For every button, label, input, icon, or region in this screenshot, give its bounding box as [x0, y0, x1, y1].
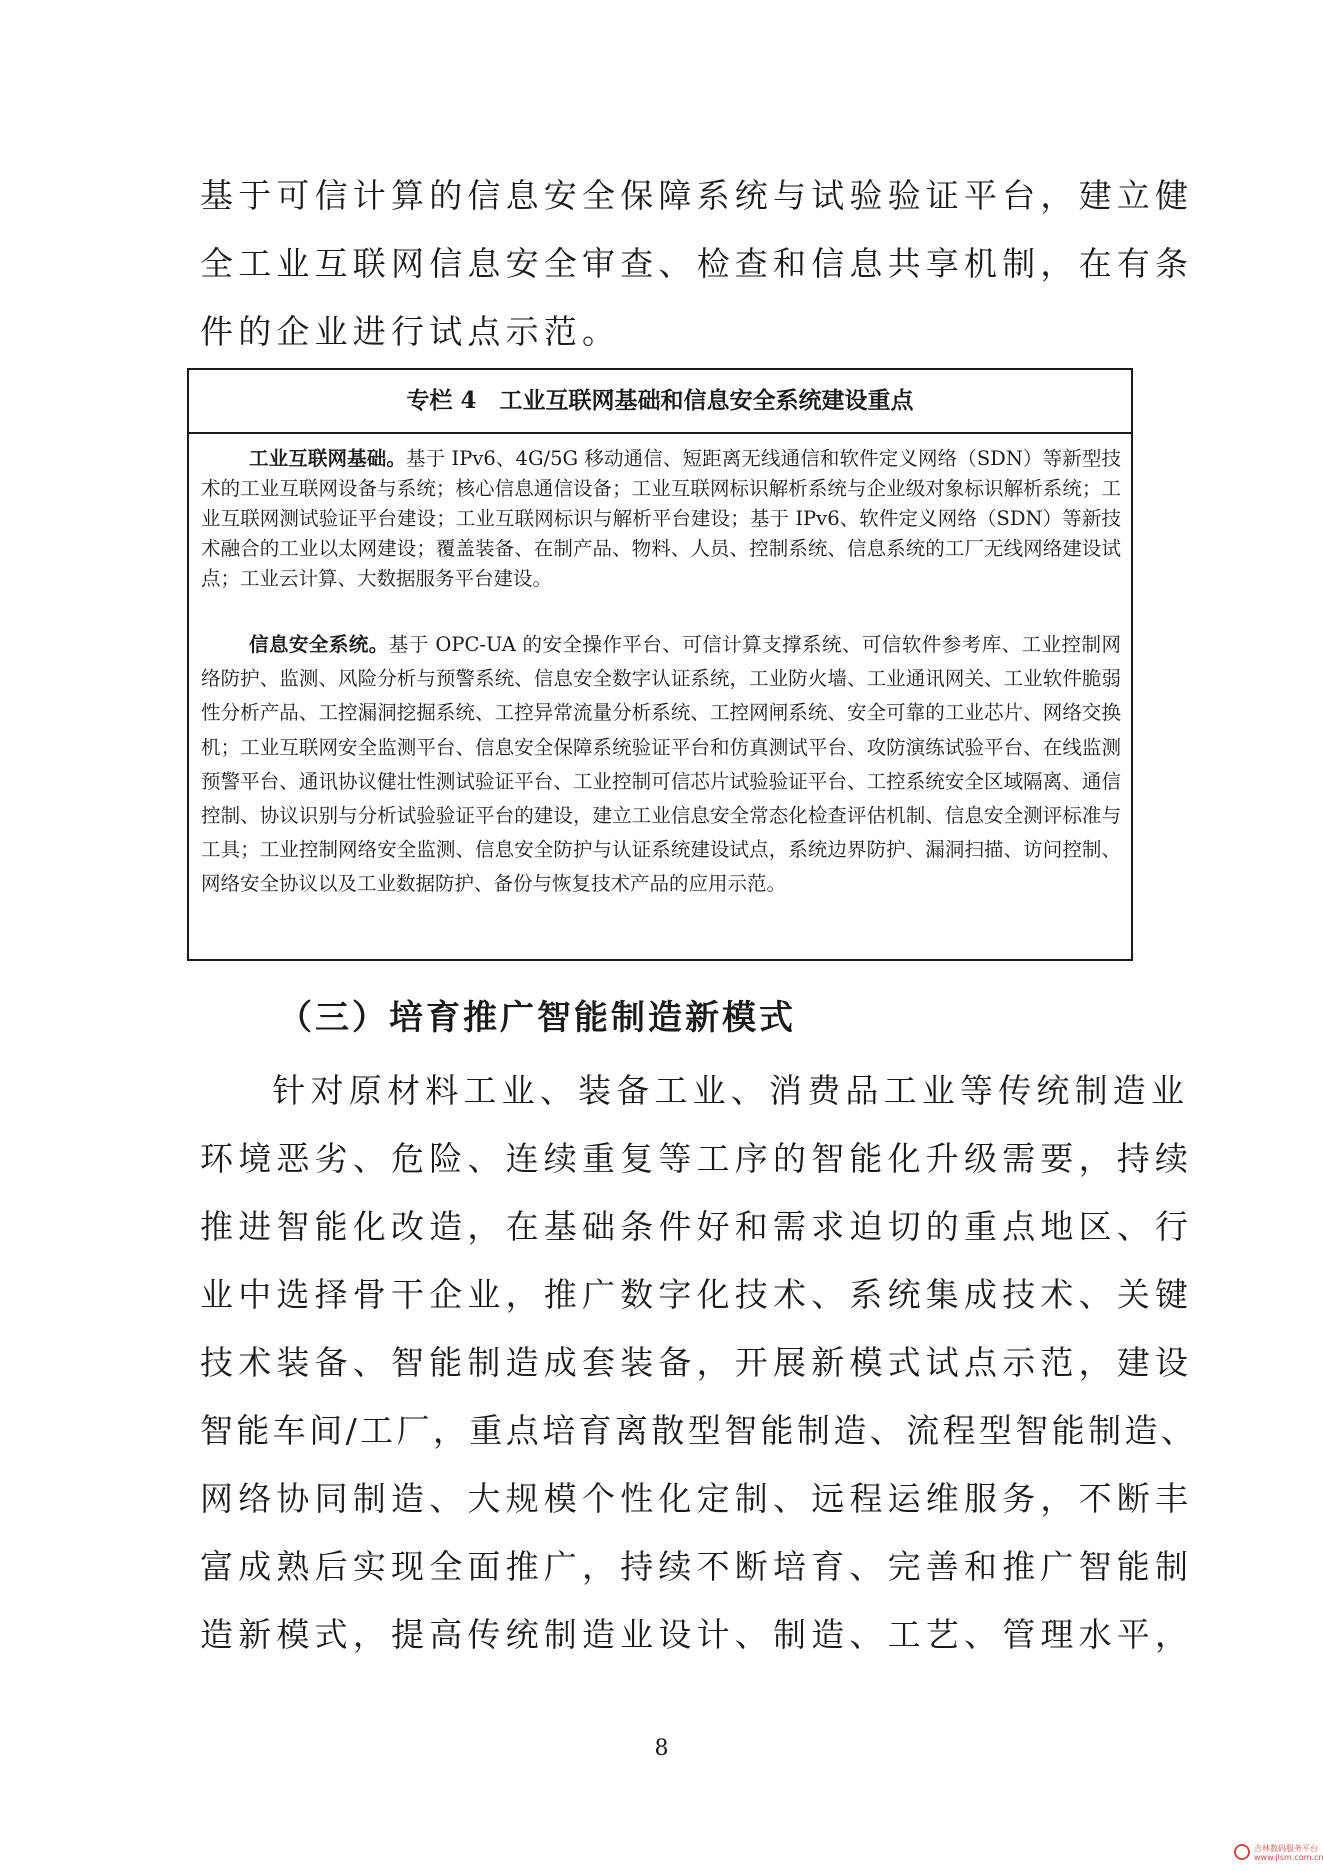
body-line-1: 针对原材料工业、装备工业、消费品工业等传统制造业 [196, 1071, 1190, 1110]
column-title: 专栏 4 工业互联网基础和信息安全系统建设重点 [189, 370, 1131, 434]
column-paragraph-2-label: 信息安全系统。 [249, 633, 389, 656]
body-line-4: 业中选择骨干企业，推广数字化技术、系统集成技术、关键 [200, 1275, 1194, 1314]
section-heading: （三）培育推广智能制造新模式 [278, 998, 796, 1038]
watermark-text [1254, 1844, 1323, 1862]
body-line-9: 造新模式，提高传统制造业设计、制造、工艺、管理水平， [200, 1615, 1194, 1654]
column-paragraph-1-label: 工业互联网基础。 [249, 447, 406, 470]
body-line-7: 网络协同制造、大规模个性化定制、远程运维服务，不断丰 [200, 1479, 1194, 1518]
column-paragraph-2-text: 基于 OPC-UA 的安全操作平台、可信计算支撑系统、可信软件参考库、工业控制网络防护、监测、风险分析与预警系统、信息安全数字认证系统，工业防火墙、工业通讯网关、工业软件脆弱性分析产品、工控漏洞挖掘系统、工控异常流量分析系统、工控网闸系统、安全可靠的工业芯片、网络交换机；工业互联网安全监测平台、信息安全保障系统验证平台和仿真测试平台、攻防演练试验平台、在线监测预警平台、通讯协议健壮性测试验证平台、工业控制可信芯片试验验证平台、工控系统安全区域隔离、通信控制、协议识别与分析试验验证平台的建设，建立工业信息安全常态化检查评估机制、信息安全测评标准与工具；工业控制网络安全监测、信息安全防护与认证系统建设试点，系统边界防护、漏洞扫描、访问控制、网络安全协议以及工业数据防护、备份与恢复技术产品的应用示范。 [201, 633, 1121, 896]
intro-line-1: 基于可信计算的信息安全保障系统与试验验证平台，建立健 [200, 176, 1194, 215]
body-line-3: 推进智能化改造，在基础条件好和需求迫切的重点地区、行 [200, 1207, 1194, 1246]
column-box [187, 368, 1133, 961]
watermark-seal-icon [1234, 1844, 1250, 1860]
watermark-line-1: 吉林数码服务平台 [1254, 1844, 1318, 1853]
column-paragraph-2 [201, 628, 1121, 902]
column-paragraph-1 [201, 444, 1121, 594]
watermark-logo [1234, 1842, 1323, 1864]
page-number: 8 [654, 1736, 669, 1761]
intro-line-3: 件的企业进行试点示范。 [200, 312, 621, 351]
body-line-6: 智能车间/工厂，重点培育离散型智能制造、流程型智能制造、 [200, 1411, 1198, 1450]
body-line-2: 环境恶劣、危险、连续重复等工序的智能化升级需要，持续 [200, 1139, 1194, 1178]
body-line-8: 富成熟后实现全面推广，持续不断培育、完善和推广智能制 [200, 1547, 1194, 1586]
watermark-line-2: www.jlsm.com.cn [1254, 1853, 1323, 1862]
body-line-5: 技术装备、智能制造成套装备，开展新模式试点示范，建设 [200, 1343, 1194, 1382]
intro-line-2: 全工业互联网信息安全审查、检查和信息共享机制，在有条 [200, 244, 1194, 283]
column-paragraph-1-text: 基于 IPv6、4G/5G 移动通信、短距离无线通信和软件定义网络（SDN）等新型技术的工业互联网设备与系统；核心信息通信设备；工业互联网标识解析系统与企业级对象标识解析系统；工业互联网测试验证平台建设；工业互联网标识与解析平台建设；基于 IPv6、软件定义网络（SDN）等新技术融合的工业以太网建设；覆盖装备、在制产品、物料、人员、控制系统、信息系统的工厂无线网络建设试点；工业云计算、大数据服务平台建设。 [201, 447, 1121, 590]
